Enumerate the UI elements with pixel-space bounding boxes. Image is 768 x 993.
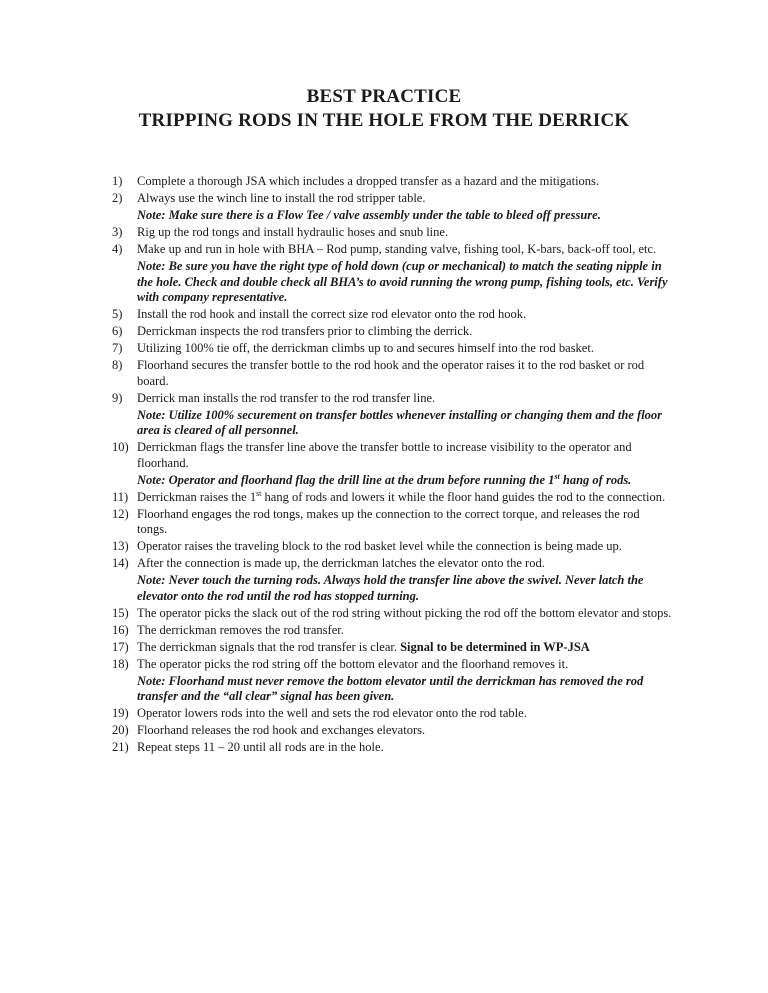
list-item <box>112 640 672 656</box>
step-number: 1) <box>112 174 123 188</box>
step-note: Note: Utilize 100% securement on transfer bottles whenever installing or changing them and the floor area is cleared of all personnel. <box>137 407 663 437</box>
step-text-main: The derrickman signals that the rod transfer is clear. <box>137 639 397 654</box>
step-number: 21) <box>112 740 129 754</box>
step-number: 8) <box>112 358 123 372</box>
list-item <box>112 341 672 357</box>
step-number: 12) <box>112 506 129 521</box>
step-text <box>137 341 672 357</box>
list-item <box>112 391 672 407</box>
step-text <box>137 490 672 506</box>
step-number: 20) <box>112 723 129 737</box>
list-item <box>112 490 672 506</box>
list-item <box>112 174 672 190</box>
step-number: 13) <box>112 539 129 553</box>
step-text-main: Complete a thorough JSA which includes a dropped transfer as a hazard and the mitigations. <box>137 174 600 188</box>
step-text-bold: Signal to be determined in WP-JSA <box>400 639 590 654</box>
step-number: 15) <box>112 605 129 620</box>
step-text <box>137 640 672 656</box>
steps-list <box>112 174 672 757</box>
step-text-main: Derrickman raises the 1st hang of rods and lowers it while the floor hand guides the rod to the connection. <box>137 488 666 504</box>
step-text <box>137 358 672 389</box>
list-item <box>112 556 672 572</box>
step-number: 4) <box>112 242 123 256</box>
step-text <box>137 623 672 639</box>
step-text <box>137 657 672 673</box>
step-number: 14) <box>112 556 129 570</box>
step-text-main: The derrickman removes the rod transfer. <box>137 622 344 637</box>
step-note: Note: Never touch the turning rods. Always hold the transfer line above the swivel. Never latch the elevator onto the rod until the rod has stopped turning. <box>137 573 644 603</box>
step-text-main: After the connection is made up, the derrickman latches the elevator onto the rod. <box>137 556 545 570</box>
list-item <box>112 723 672 739</box>
step-text-main: Operator raises the traveling block to the rod basket level while the connection is being made up. <box>137 539 622 553</box>
step-text-main: Floorhand engages the rod tongs, makes up the connection to the correct torque, and releases the rod tongs. <box>137 506 640 536</box>
list-item <box>112 324 672 340</box>
list-item <box>112 706 672 722</box>
list-item <box>112 358 672 389</box>
list-item <box>112 606 672 622</box>
list-item <box>112 440 672 471</box>
step-text-main: Operator lowers rods into the well and sets the rod elevator onto the rod table. <box>137 706 527 720</box>
list-item <box>112 623 672 639</box>
step-text-main: Floorhand releases the rod hook and exchanges elevators. <box>137 723 426 737</box>
step-number: 18) <box>112 656 129 671</box>
step-note: Note: Operator and floorhand flag the drill line at the drum before running the 1st hang of rods. <box>137 471 632 487</box>
step-text-main: Derrickman flags the transfer line above the transfer bottle to increase visibility to the operator and floorhand. <box>137 440 632 470</box>
step-text <box>137 191 672 207</box>
step-text <box>137 225 672 241</box>
step-text-main: Repeat steps 11 – 20 until all rods are in the hole. <box>137 740 384 754</box>
list-item <box>112 740 672 756</box>
step-number: 10) <box>112 440 129 454</box>
step-text-main: Derrick man installs the rod transfer to the rod transfer line. <box>137 390 436 405</box>
list-item <box>112 507 672 538</box>
step-text <box>137 242 672 258</box>
step-text-main: Rig up the rod tongs and install hydraulic hoses and snub line. <box>137 225 449 239</box>
step-number: 2) <box>112 191 123 205</box>
step-text-main: The operator picks the slack out of the rod string without picking the rod off the bottom elevator and stops. <box>137 605 672 620</box>
title-line-1: BEST PRACTICE <box>306 86 462 107</box>
title-line-2: TRIPPING RODS IN THE HOLE FROM THE DERRICK <box>138 110 630 131</box>
step-text <box>137 740 672 756</box>
step-text <box>137 324 672 340</box>
step-text <box>137 556 672 572</box>
step-number: 3) <box>112 225 123 239</box>
step-text <box>137 706 672 722</box>
step-text <box>137 507 672 538</box>
step-text-main: Utilizing 100% tie off, the derrickman climbs up to and secures himself into the rod basket. <box>137 341 594 355</box>
step-text <box>137 174 672 190</box>
step-number: 17) <box>112 639 129 654</box>
step-text <box>137 391 672 407</box>
step-number: 7) <box>112 341 123 355</box>
step-text <box>137 539 672 555</box>
list-item <box>112 191 672 207</box>
list-item <box>112 539 672 555</box>
step-number: 5) <box>112 307 123 321</box>
step-text <box>137 307 672 323</box>
step-number: 19) <box>112 706 129 720</box>
step-text-main: Floorhand secures the transfer bottle to the rod hook and the operator raises it to the rod basket or rod board. <box>137 358 645 388</box>
list-item <box>112 307 672 323</box>
step-text-main: Install the rod hook and install the correct size rod elevator onto the rod hook. <box>137 307 527 321</box>
list-item <box>112 225 672 241</box>
step-number: 16) <box>112 622 129 637</box>
step-text-main: Derrickman inspects the rod transfers prior to climbing the derrick. <box>137 324 473 338</box>
step-text <box>137 440 672 471</box>
list-item <box>112 657 672 673</box>
step-note: Note: Floorhand must never remove the bottom elevator until the derrickman has removed the rod transfer and the “all clear” signal has been given. <box>137 673 644 703</box>
step-text <box>137 723 672 739</box>
step-number: 11) <box>112 489 129 504</box>
step-text-main: Always use the winch line to install the rod stripper table. <box>137 191 426 205</box>
step-number: 9) <box>112 390 123 405</box>
step-note: Note: Make sure there is a Flow Tee / valve assembly under the table to bleed off pressure. <box>137 208 601 222</box>
step-number: 6) <box>112 324 123 338</box>
step-text-main: The operator picks the rod string off the bottom elevator and the floorhand removes it. <box>137 656 569 671</box>
list-item <box>112 242 672 258</box>
step-text <box>137 606 672 622</box>
step-note: Note: Be sure you have the right type of hold down (cup or mechanical) to match the seating nipple in the hole. Check and double check all BHA’s to avoid running the wrong pump, fishing tools, etc. Verify with company representative. <box>137 259 668 304</box>
step-text-main: Make up and run in hole with BHA – Rod pump, standing valve, fishing tool, K-bars, back-off tool, etc. <box>137 242 657 256</box>
